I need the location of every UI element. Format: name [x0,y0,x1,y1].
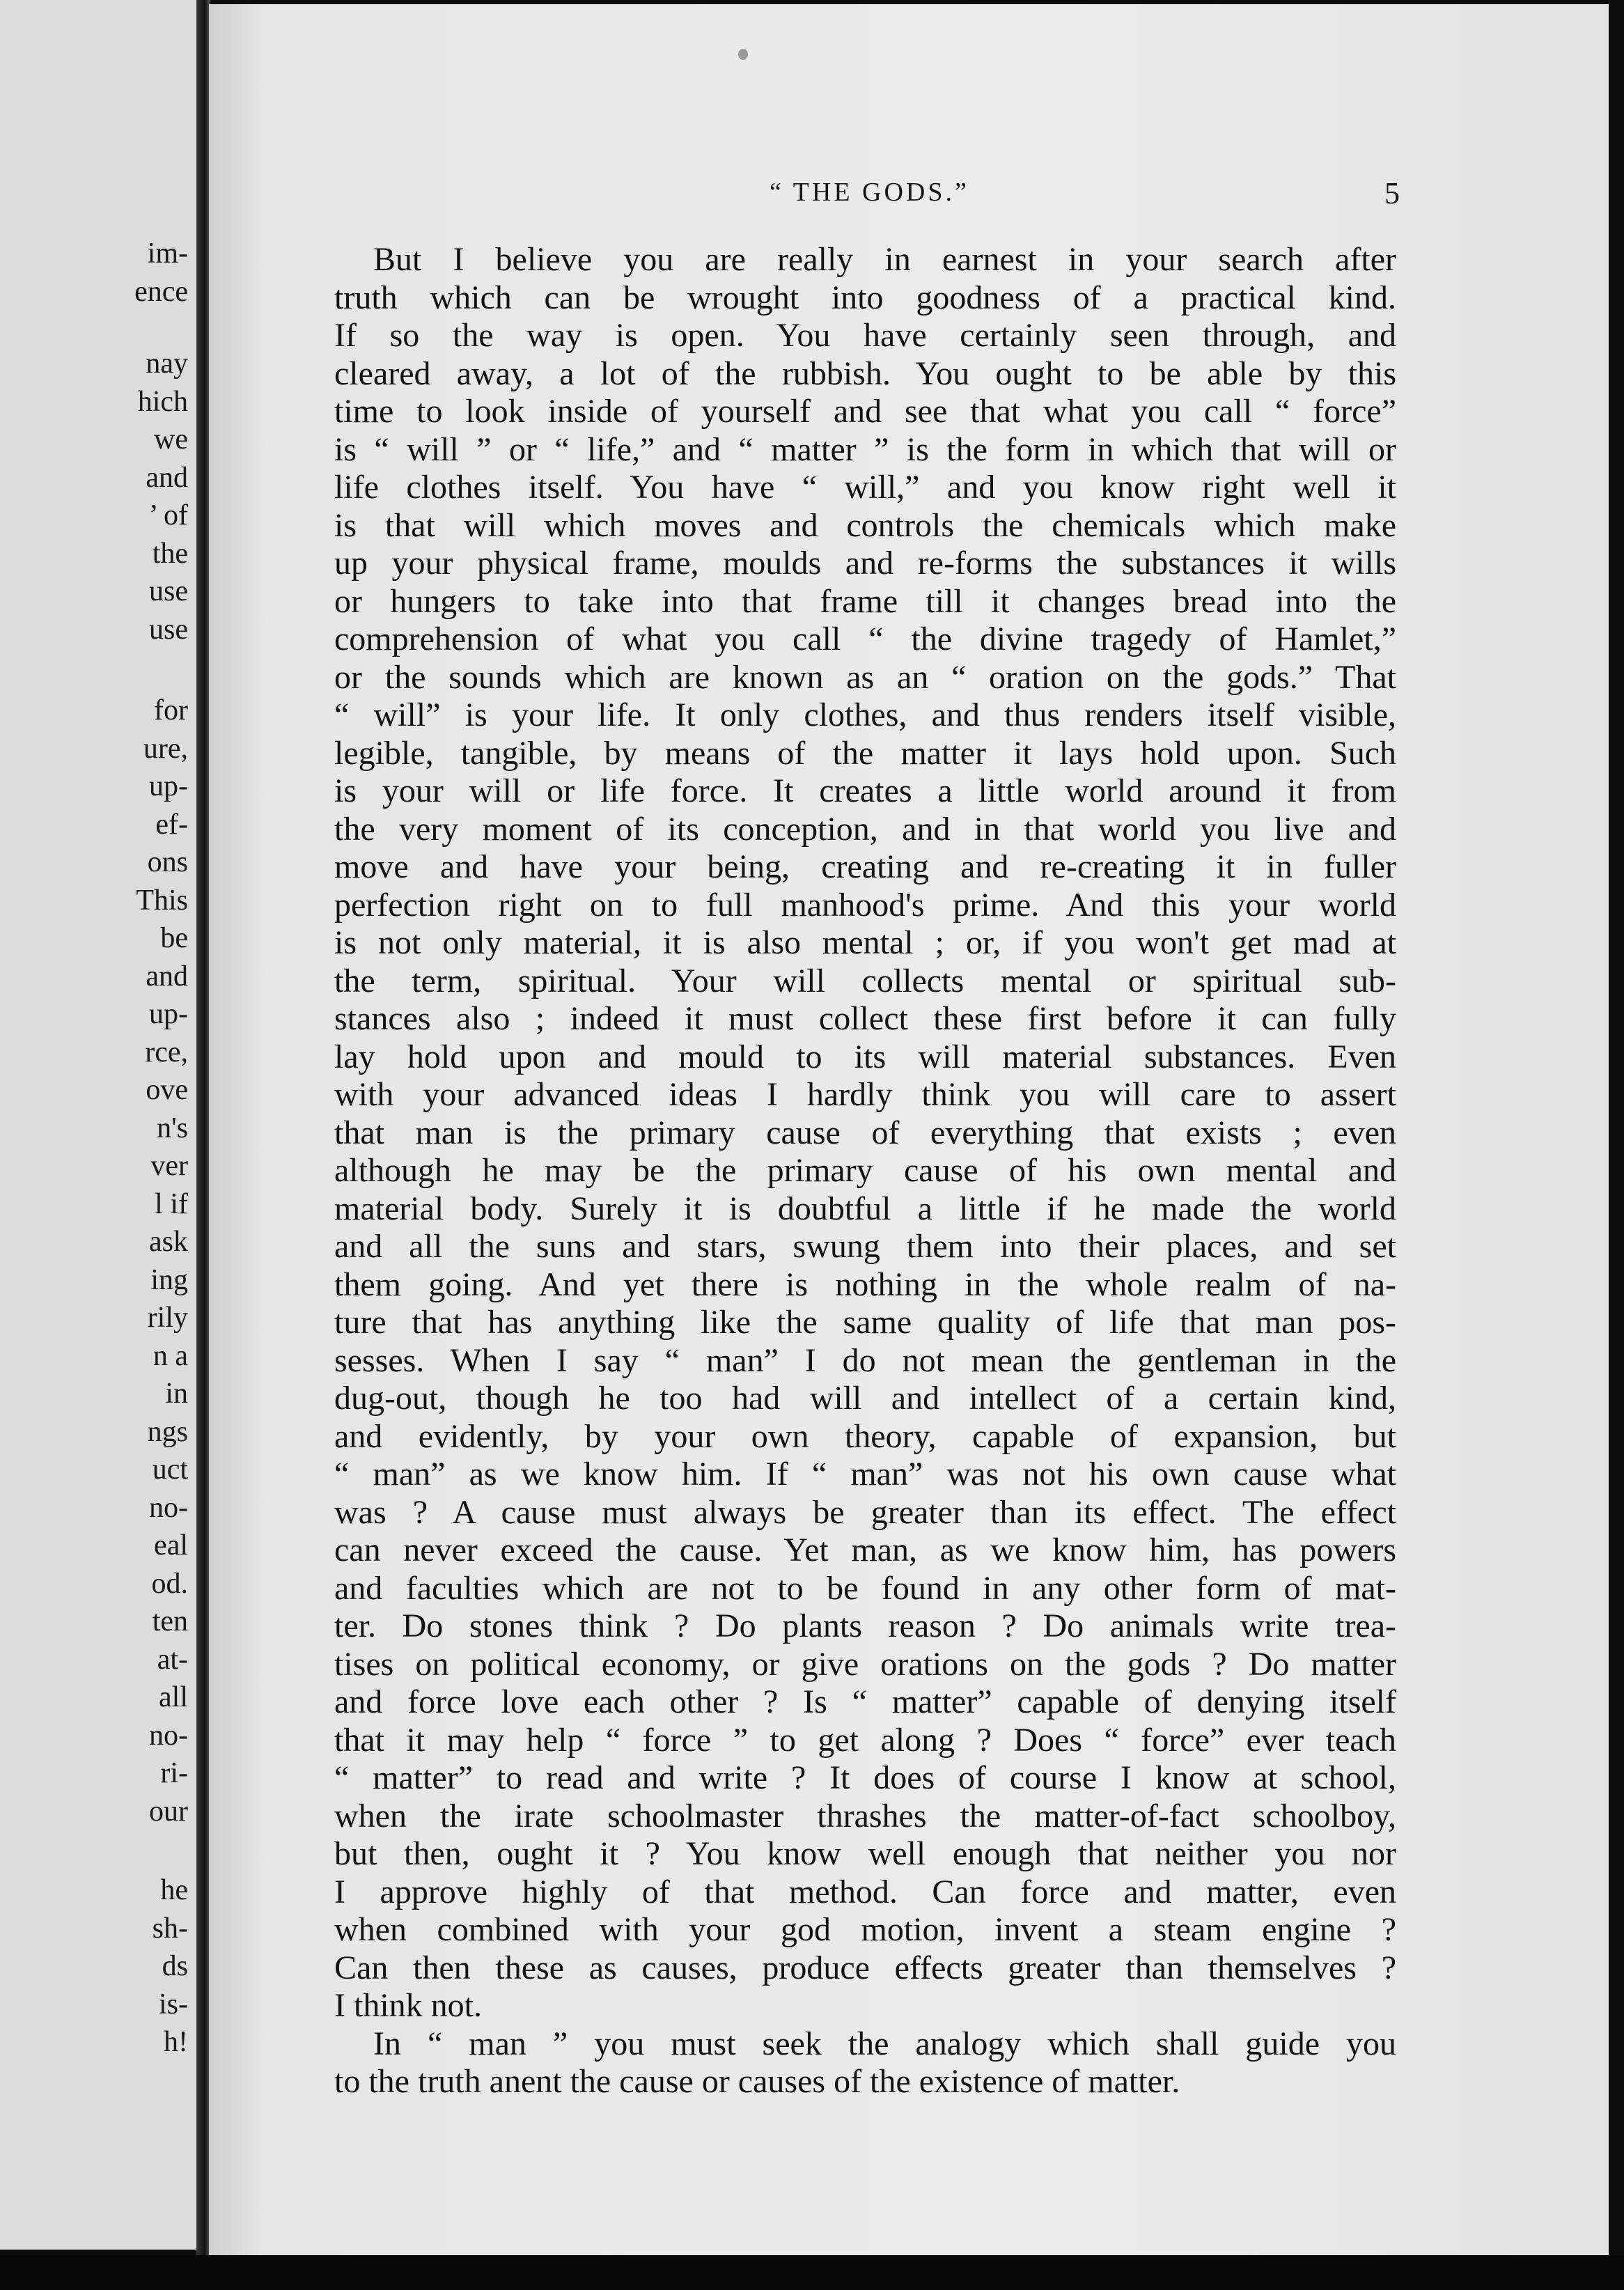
text-line: them going. And yet there is nothing in the whole realm of na- [334,1265,1396,1303]
book-gutter [196,0,210,2257]
text-line: In “ man ” you must seek the analogy which shall guide you [373,2025,1396,2062]
adjacent-page-fragment-line: od. [151,1567,188,1600]
adjacent-page-fragment-line: we [154,423,188,455]
text-line: lay hold upon and mould to its will material substances. Even [334,1038,1396,1075]
adjacent-page-fragment-line: n's [157,1112,188,1144]
adjacent-page-fragment-line: eal [154,1529,188,1561]
text-line: the term, spiritual. Your will collects mental or spiritual sub- [334,962,1396,999]
page-number: 5 [1384,176,1400,210]
text-line: is “ will ” or “ life,” and “ matter ” is the form in which that will or [334,430,1396,468]
body-text [334,241,1396,2101]
adjacent-page-fragment-line: hich [137,385,188,418]
text-line: I approve highly of that method. Can force and matter, even [334,1873,1396,1910]
adjacent-page-fragment-line: ons [147,846,188,878]
text-line: “ will” is your life. It only clothes, and thus renders itself visible, [334,696,1396,733]
text-line: with your advanced ideas I hardly think you will care to assert [334,1076,1396,1113]
text-line: sesses. When I say “ man” I do not mean the gentleman in the [334,1341,1396,1379]
text-line: stances also ; indeed it must collect these first before it can fully [334,1000,1396,1037]
text-line: If so the way is open. You have certainly seen through, and [334,317,1396,354]
text-line: is not only material, it is also mental ; or, if you won't get mad at [334,924,1396,961]
book-page [209,4,1609,2255]
text-line: time to look inside of yourself and see that what you call “ force” [334,393,1396,430]
text-line: “ man” as we know him. If “ man” was not his own cause what [334,1456,1396,1493]
adjacent-page-fragment-line: h! [164,2026,188,2058]
text-line: is your will or life force. It creates a little world around it from [334,772,1396,809]
text-line: tises on political economy, or give orations on the gods ? Do matter [334,1645,1396,1683]
text-line: I think not. [334,1987,482,2024]
text-line: when the irate schoolmaster thrashes the matter-of-fact schoolboy, [334,1797,1396,1835]
adjacent-page-fragment-line: ence [134,275,188,308]
adjacent-page-fragment-line: ure, [143,732,188,765]
text-line: life clothes itself. You have “ will,” and you know right well it [334,469,1396,506]
adjacent-page-fragment-line: no- [149,1719,188,1752]
adjacent-page-fragment-line: nay [146,348,188,380]
text-line: but then, ought it ? You know well enough that neither you nor [334,1835,1396,1872]
text-line: dug-out, though he too had will and intellect of a certain kind, [334,1380,1396,1417]
text-line: or the sounds which are known as an “ oration on the gods.” That [334,658,1396,696]
text-line: perfection right on to full manhood's prime. And this your world [334,886,1396,924]
adjacent-page-fragment-line: This [136,884,188,917]
text-line: up your physical frame, moulds and re-forms the substances it wills [334,545,1396,582]
adjacent-page-fragment-line: at- [157,1643,188,1676]
adjacent-page-fragment-line: ing [150,1263,188,1296]
text-line: legible, tangible, by means of the matter it lays hold upon. Such [334,734,1396,772]
adjacent-page-fragment-line: up- [149,998,188,1030]
adjacent-page-text [6,0,188,2250]
text-line: truth which can be wrought into goodness of a practical kind. [334,279,1396,316]
adjacent-page-fragment-line: sh- [152,1912,188,1945]
scan-speck [738,49,748,60]
text-line: the very moment of its conception, and in that world you live and [334,810,1396,848]
adjacent-page-fragment-line: ngs [147,1415,188,1448]
adjacent-page-fragment-line: he [160,1874,188,1906]
adjacent-page-fragment-line: ri- [160,1757,188,1789]
adjacent-page-fragment-line: ove [146,1074,188,1106]
adjacent-page-fragment-line: l if [155,1187,188,1220]
adjacent-page-fragment-line: be [160,922,188,954]
text-line: “ matter” to read and write ? It does of course I know at school, [334,1759,1396,1796]
text-line: that man is the primary cause of everything that exists ; even [334,1114,1396,1151]
adjacent-page-fragment-line: rily [147,1302,188,1334]
adjacent-page-fragment-line: rce, [145,1036,188,1068]
text-line: although he may be the primary cause of his own mental and [334,1152,1396,1189]
text-line: cleared away, a lot of the rubbish. You ought to be able by this [334,355,1396,392]
running-head: “ THE GODS.” [770,178,969,207]
text-line: and force love each other ? Is “ matter” capable of denying itself [334,1683,1396,1720]
text-line: to the truth anent the cause or causes of the existence of matter. [334,2063,1180,2100]
paragraph [334,241,1396,2025]
adjacent-page-fragment-line: no- [149,1491,188,1524]
adjacent-page-fragment-line: in [165,1378,188,1410]
text-line: or hungers to take into that frame till it changes bread into the [334,582,1396,620]
text-line: can never exceed the cause. Yet man, as we know him, has powers [334,1532,1396,1568]
adjacent-page-fragment-line: our [149,1795,188,1828]
adjacent-page-fragment-line: ten [152,1605,188,1637]
text-line: was ? A cause must always be greater than its effect. The effect [334,1493,1396,1531]
adjacent-page-fragment-line: use [149,613,188,646]
text-line: material body. Surely it is doubtful a little if he made the world [334,1190,1396,1227]
text-line: when combined with your god motion, invent a steam engine ? [334,1911,1396,1948]
adjacent-page-fragment-line: and [146,960,188,992]
adjacent-page-fragment-line: ’ of [148,499,188,531]
adjacent-page-fragment-line: all [159,1681,188,1713]
scan-border [0,2255,1624,2290]
adjacent-page-fragment [0,0,196,2250]
text-line: But I believe you are really in earnest in your search after [373,241,1396,278]
adjacent-page-fragment-line: up- [149,770,188,802]
adjacent-page-fragment-line: and [146,461,188,494]
text-line: is that will which moves and controls the chemicals which make [334,506,1396,544]
text-line: and evidently, by your own theory, capable of expansion, but [334,1417,1396,1455]
adjacent-page-fragment-line: im- [147,237,188,270]
paragraph [334,2025,1396,2101]
text-line: ter. Do stones think ? Do plants reason ? Do animals write trea- [334,1607,1396,1644]
text-line: move and have your being, creating and re-creating it in fuller [334,848,1396,885]
adjacent-page-fragment-line: for [154,694,188,726]
page-header [209,177,1609,219]
text-line: and all the suns and stars, swung them into their places, and set [334,1228,1396,1265]
adjacent-page-fragment-line: uct [152,1454,188,1486]
text-line: comprehension of what you call “ the divine tragedy of Hamlet,” [334,621,1396,657]
adjacent-page-fragment-line: n a [153,1339,188,1372]
adjacent-page-fragment-line: ask [149,1226,188,1258]
adjacent-page-fragment-line: ef- [155,808,188,841]
adjacent-page-fragment-line: ds [162,1950,188,1982]
adjacent-page-fragment-line: is- [159,1988,188,2020]
text-line: and faculties which are not to be found in any other form of mat- [334,1569,1396,1607]
text-line: Can then these as causes, produce effects greater than themselves ? [334,1949,1396,1986]
adjacent-page-fragment-line: use [149,575,188,607]
adjacent-page-fragment-line: ver [150,1150,188,1182]
text-line: ture that has anything like the same quality of life that man pos- [334,1304,1396,1341]
text-line: that it may help “ force ” to get along ? Does “ force” ever teach [334,1721,1396,1759]
adjacent-page-fragment-line: the [152,537,188,570]
